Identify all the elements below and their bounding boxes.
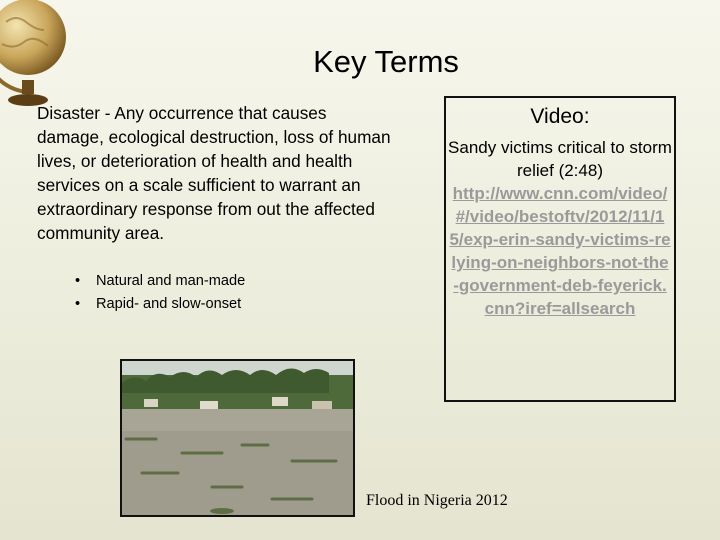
- video-box: [444, 96, 676, 402]
- video-heading: Video:: [530, 105, 590, 128]
- video-description: Sandy victims critical to storm relief (2:48): [448, 138, 672, 180]
- video-link[interactable]: http://www.cnn.com/video/#/video/bestoftv/2012/11/15/exp-erin-sandy-victims-relying-on-neighbors-not-the-government-deb-feyerick.cnn?iref=allsearch: [449, 184, 671, 318]
- bullet-icon: •: [75, 296, 81, 312]
- bullet-item: [75, 293, 245, 316]
- bullet-text: Rapid- and slow-onset: [96, 296, 242, 312]
- flood-photo: [120, 359, 355, 517]
- bullet-text: Natural and man-made: [96, 273, 246, 289]
- slide-title: Key Terms: [313, 44, 459, 79]
- definition-bullets: [75, 270, 245, 316]
- bullet-item: [75, 270, 245, 293]
- bullet-icon: •: [75, 273, 81, 289]
- flood-image: [122, 361, 353, 515]
- photo-caption: Flood in Nigeria 2012: [366, 492, 508, 509]
- disaster-definition: Disaster - Any occurrence that causes damage, ecological destruction, loss of human lives, or deterioration of health and health services on a scale sufficient to warrant an extraordinary response from out the affected community area.: [37, 103, 391, 243]
